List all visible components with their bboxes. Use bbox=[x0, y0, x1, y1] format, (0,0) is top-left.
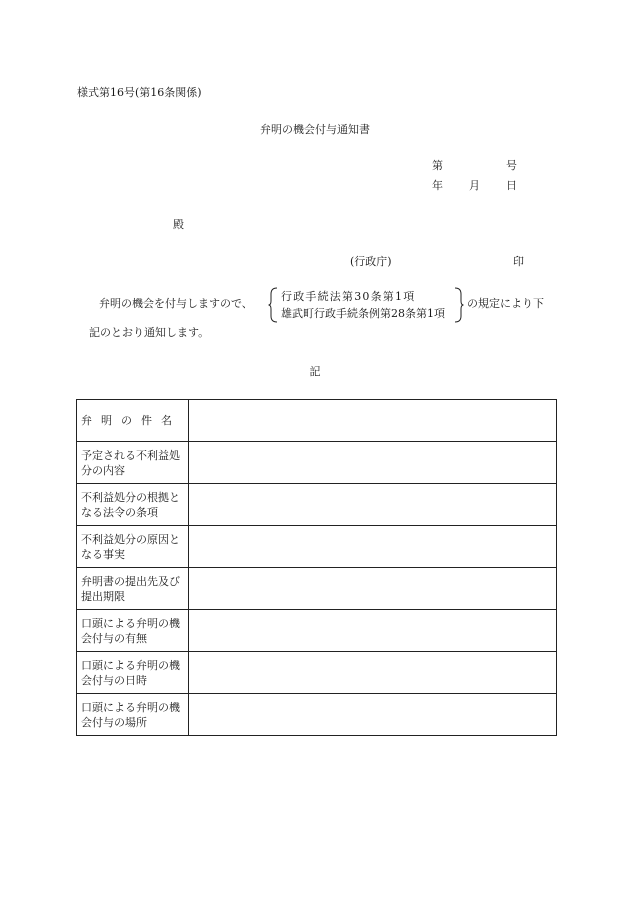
table-row bbox=[77, 400, 557, 442]
form-number: 様式第16号(第16条関係) bbox=[77, 86, 202, 99]
row-label: 弁明の件名 bbox=[77, 400, 189, 442]
body-line-2: 記のとおり通知します。 bbox=[89, 326, 210, 339]
row-value bbox=[189, 610, 557, 652]
row-label: 不利益処分の根拠となる法令の条項 bbox=[77, 484, 189, 526]
table-row bbox=[77, 652, 557, 694]
seal-mark: 印 bbox=[513, 255, 524, 268]
row-label: 不利益処分の原因となる事実 bbox=[77, 526, 189, 568]
table-row bbox=[77, 484, 557, 526]
row-value bbox=[189, 400, 557, 442]
row-value bbox=[189, 442, 557, 484]
row-label: 口頭による弁明の機会付与の場所 bbox=[77, 694, 189, 736]
body-suffix: の規定により下 bbox=[467, 297, 544, 310]
body-prefix: 弁明の機会を付与しますので、 bbox=[99, 297, 253, 310]
row-label: 弁明書の提出先及び提出期限 bbox=[77, 568, 189, 610]
row-value bbox=[189, 526, 557, 568]
row-value bbox=[189, 484, 557, 526]
law-reference-1: 行政手続法第30条第1項 bbox=[281, 290, 416, 303]
date-year-label: 年 bbox=[432, 179, 443, 192]
notice-items-table bbox=[76, 399, 557, 736]
law-reference-block bbox=[268, 287, 464, 323]
table-row bbox=[77, 568, 557, 610]
left-brace-icon bbox=[268, 287, 278, 323]
row-label: 口頭による弁明の機会付与の有無 bbox=[77, 610, 189, 652]
addressee-honorific: 殿 bbox=[173, 218, 184, 231]
section-mark: 記 bbox=[309, 365, 321, 378]
row-value bbox=[189, 694, 557, 736]
row-label: 口頭による弁明の機会付与の日時 bbox=[77, 652, 189, 694]
table-row bbox=[77, 694, 557, 736]
number-label: 第 bbox=[432, 159, 443, 172]
table-row bbox=[77, 610, 557, 652]
number-suffix: 号 bbox=[506, 159, 517, 172]
right-brace-icon bbox=[454, 287, 464, 323]
table-row bbox=[77, 442, 557, 484]
row-label: 予定される不利益処分の内容 bbox=[77, 442, 189, 484]
law-reference-2: 雄武町行政手続条例第28条第1項 bbox=[281, 307, 445, 320]
row-value bbox=[189, 568, 557, 610]
date-day-label: 日 bbox=[506, 179, 517, 192]
table-row bbox=[77, 526, 557, 568]
row-value bbox=[189, 652, 557, 694]
document-title: 弁明の機会付与通知書 bbox=[260, 123, 370, 136]
date-month-label: 月 bbox=[469, 179, 480, 192]
issuing-agency: (行政庁) bbox=[350, 255, 392, 268]
